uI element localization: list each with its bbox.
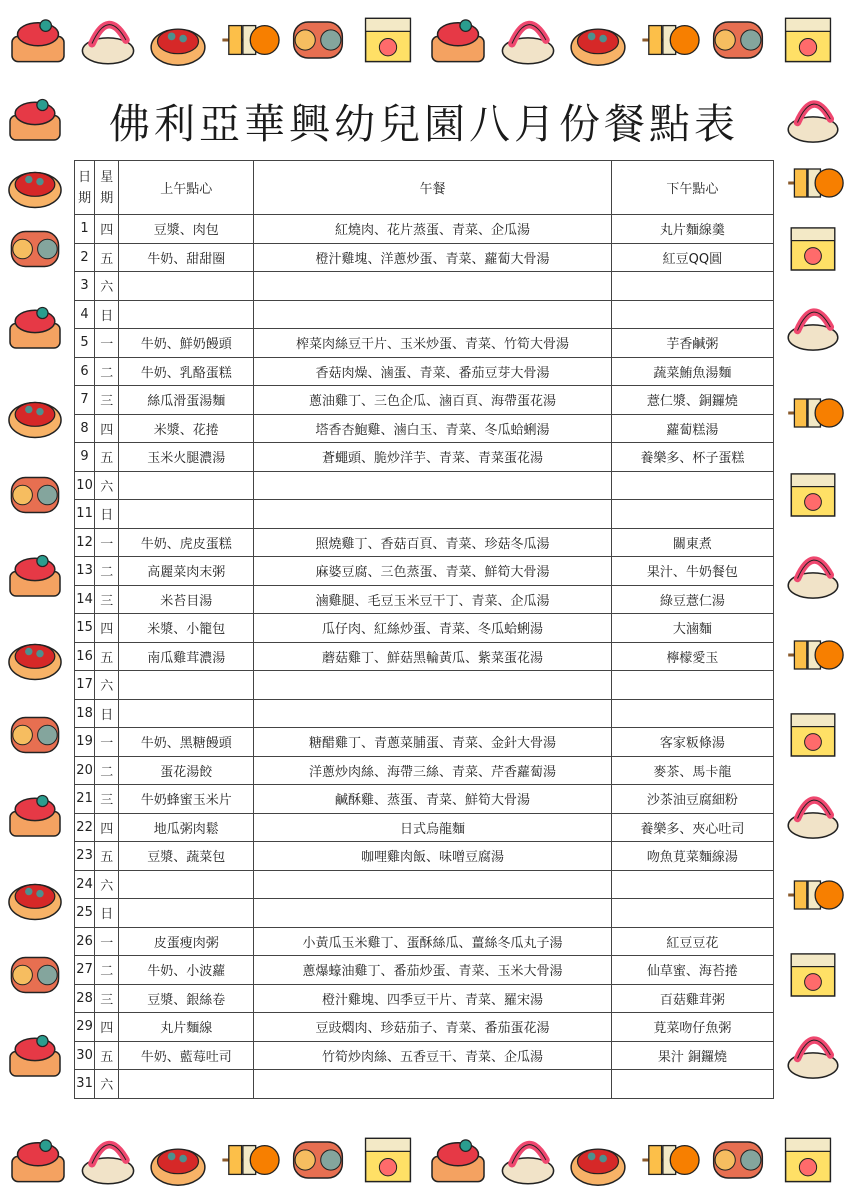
food-illustration-icon	[426, 4, 490, 76]
table-row	[75, 357, 774, 386]
table-row	[75, 243, 774, 272]
table-row	[75, 557, 774, 586]
food-illustration-icon	[782, 1020, 844, 1090]
morning-snack-cell	[119, 471, 254, 500]
food-illustration-icon	[782, 460, 844, 530]
food-illustration-icon	[4, 292, 66, 362]
food-illustration-icon	[776, 4, 840, 76]
table-row	[75, 414, 774, 443]
table-row	[75, 756, 774, 785]
header-lunch: 午餐	[254, 161, 612, 215]
weekday-cell: 日	[95, 899, 119, 928]
food-illustration-icon	[146, 4, 210, 76]
food-illustration-icon	[4, 460, 66, 530]
date-cell: 16	[75, 642, 95, 671]
table-header-row	[75, 161, 774, 215]
weekday-cell: 三	[95, 585, 119, 614]
header-date-line2: 期	[78, 190, 92, 206]
weekday-cell: 三	[95, 386, 119, 415]
header-weekday-line2: 期	[100, 190, 114, 206]
header-date-line1: 日	[78, 169, 92, 185]
afternoon-snack-cell: 沙茶油豆腐細粉	[611, 785, 773, 814]
table-row	[75, 642, 774, 671]
morning-snack-cell: 皮蛋瘦肉粥	[119, 927, 254, 956]
afternoon-snack-cell	[611, 671, 773, 700]
lunch-cell: 橙汁雞塊、四季豆干片、青菜、羅宋湯	[254, 984, 612, 1013]
table-row	[75, 1041, 774, 1070]
lunch-cell	[254, 300, 612, 329]
morning-snack-cell: 絲瓜滑蛋湯麵	[119, 386, 254, 415]
weekday-cell: 一	[95, 728, 119, 757]
morning-snack-cell	[119, 699, 254, 728]
date-cell: 1	[75, 215, 95, 244]
table-row	[75, 842, 774, 871]
table-row	[75, 728, 774, 757]
morning-snack-cell: 牛奶、乳酪蛋糕	[119, 357, 254, 386]
afternoon-snack-cell: 檸檬愛玉	[611, 642, 773, 671]
weekday-cell: 四	[95, 215, 119, 244]
date-cell: 2	[75, 243, 95, 272]
afternoon-snack-cell	[611, 1070, 773, 1099]
table-row	[75, 471, 774, 500]
afternoon-snack-cell: 莧菜吻仔魚粥	[611, 1013, 773, 1042]
lunch-cell: 蘑菇雞丁、鮮菇黑輪黃瓜、紫菜蛋花湯	[254, 642, 612, 671]
afternoon-snack-cell: 大滷麵	[611, 614, 773, 643]
morning-snack-cell	[119, 870, 254, 899]
afternoon-snack-cell: 客家粄條湯	[611, 728, 773, 757]
date-cell: 5	[75, 329, 95, 358]
date-cell: 19	[75, 728, 95, 757]
afternoon-snack-cell: 果汁 銅鑼燒	[611, 1041, 773, 1070]
lunch-cell	[254, 870, 612, 899]
date-cell: 23	[75, 842, 95, 871]
lunch-cell: 香菇肉燥、滷蛋、青菜、番茄豆芽大骨湯	[254, 357, 612, 386]
table-row	[75, 870, 774, 899]
morning-snack-cell: 牛奶、鮮奶饅頭	[119, 329, 254, 358]
food-illustration-icon	[782, 780, 844, 850]
date-cell: 10	[75, 471, 95, 500]
weekday-cell: 三	[95, 785, 119, 814]
food-illustration-icon	[566, 1124, 630, 1196]
weekday-cell: 六	[95, 471, 119, 500]
date-cell: 6	[75, 357, 95, 386]
weekday-cell: 六	[95, 870, 119, 899]
afternoon-snack-cell: 養樂多、杯子蛋糕	[611, 443, 773, 472]
header-weekday-line1: 星	[100, 169, 114, 185]
morning-snack-cell: 米苔目湯	[119, 585, 254, 614]
date-cell: 27	[75, 956, 95, 985]
table-row	[75, 899, 774, 928]
weekday-cell: 四	[95, 1013, 119, 1042]
table-row	[75, 671, 774, 700]
lunch-cell: 紅燒肉、花片蒸蛋、青菜、企瓜湯	[254, 215, 612, 244]
table-row	[75, 1070, 774, 1099]
lunch-cell	[254, 671, 612, 700]
table-row	[75, 215, 774, 244]
table-row	[75, 386, 774, 415]
weekday-cell: 五	[95, 642, 119, 671]
morning-snack-cell	[119, 300, 254, 329]
morning-snack-cell	[119, 899, 254, 928]
food-illustration-icon	[356, 4, 420, 76]
food-illustration-icon	[4, 378, 66, 448]
date-cell: 18	[75, 699, 95, 728]
lunch-cell: 滷雞腿、毛豆玉米豆干丁、青菜、企瓜湯	[254, 585, 612, 614]
food-illustration-icon	[706, 4, 770, 76]
afternoon-snack-cell: 果汁、牛奶餐包	[611, 557, 773, 586]
table-row	[75, 614, 774, 643]
morning-snack-cell	[119, 1070, 254, 1099]
weekday-cell: 四	[95, 813, 119, 842]
afternoon-snack-cell: 紅豆豆花	[611, 927, 773, 956]
lunch-cell	[254, 899, 612, 928]
weekday-cell: 五	[95, 243, 119, 272]
food-illustration-icon	[782, 620, 844, 690]
afternoon-snack-cell: 關東煮	[611, 528, 773, 557]
date-cell: 22	[75, 813, 95, 842]
header-afternoon-snack: 下午點心	[611, 161, 773, 215]
header-morning-snack: 上午點心	[119, 161, 254, 215]
weekday-cell: 一	[95, 927, 119, 956]
date-cell: 3	[75, 272, 95, 301]
morning-snack-cell: 豆漿、蔬菜包	[119, 842, 254, 871]
weekday-cell: 六	[95, 272, 119, 301]
lunch-cell	[254, 272, 612, 301]
weekday-cell: 日	[95, 699, 119, 728]
afternoon-snack-cell: 仙草蜜、海苔捲	[611, 956, 773, 985]
food-illustration-icon	[782, 292, 844, 362]
table-row	[75, 300, 774, 329]
food-illustration-icon	[76, 1124, 140, 1196]
food-illustration-icon	[286, 4, 350, 76]
afternoon-snack-cell: 綠豆薏仁湯	[611, 585, 773, 614]
weekday-cell: 六	[95, 671, 119, 700]
table-row	[75, 927, 774, 956]
lunch-cell: 竹筍炒肉絲、五香豆干、青菜、企瓜湯	[254, 1041, 612, 1070]
food-illustration-icon	[4, 860, 66, 930]
date-cell: 15	[75, 614, 95, 643]
food-illustration-icon	[6, 4, 70, 76]
afternoon-snack-cell	[611, 300, 773, 329]
page-title: 佛利亞華興幼兒園八月份餐點表	[109, 100, 739, 148]
afternoon-snack-cell: 芋香鹹粥	[611, 329, 773, 358]
table-row	[75, 984, 774, 1013]
weekday-cell: 二	[95, 956, 119, 985]
food-illustration-icon	[216, 4, 280, 76]
food-illustration-icon	[4, 620, 66, 690]
date-cell: 17	[75, 671, 95, 700]
food-illustration-icon	[566, 4, 630, 76]
food-illustration-icon	[636, 4, 700, 76]
morning-snack-cell: 豆漿、肉包	[119, 215, 254, 244]
date-cell: 13	[75, 557, 95, 586]
lunch-cell	[254, 500, 612, 529]
morning-snack-cell: 牛奶、黑糖饅頭	[119, 728, 254, 757]
food-illustration-icon	[4, 940, 66, 1010]
date-cell: 14	[75, 585, 95, 614]
table-row	[75, 443, 774, 472]
lunch-cell: 洋蔥炒肉絲、海帶三絲、青菜、芹香蘿蔔湯	[254, 756, 612, 785]
afternoon-snack-cell	[611, 500, 773, 529]
food-illustration-icon	[146, 1124, 210, 1196]
food-illustration-icon	[636, 1124, 700, 1196]
afternoon-snack-cell: 蘿蔔糕湯	[611, 414, 773, 443]
lunch-cell	[254, 1070, 612, 1099]
afternoon-snack-cell: 百菇雞茸粥	[611, 984, 773, 1013]
header-date	[75, 161, 95, 215]
food-illustration-icon	[4, 780, 66, 850]
morning-snack-cell: 玉米火腿濃湯	[119, 443, 254, 472]
date-cell: 12	[75, 528, 95, 557]
afternoon-snack-cell	[611, 471, 773, 500]
meal-schedule-table	[74, 160, 774, 1099]
table-row	[75, 785, 774, 814]
afternoon-snack-cell: 紅豆QQ圓	[611, 243, 773, 272]
morning-snack-cell	[119, 671, 254, 700]
lunch-cell: 塔香杏鮑雞、滷白玉、青菜、冬瓜蛤蜊湯	[254, 414, 612, 443]
food-illustration-icon	[782, 540, 844, 610]
lunch-cell: 榨菜肉絲豆干片、玉米炒蛋、青菜、竹筍大骨湯	[254, 329, 612, 358]
lunch-cell: 蔥油雞丁、三色企瓜、滷百頁、海帶蛋花湯	[254, 386, 612, 415]
afternoon-snack-cell	[611, 870, 773, 899]
table-row	[75, 1013, 774, 1042]
lunch-cell: 小黃瓜玉米雞丁、蛋酥絲瓜、薑絲冬瓜丸子湯	[254, 927, 612, 956]
table-row	[75, 329, 774, 358]
table-row	[75, 500, 774, 529]
morning-snack-cell: 牛奶、甜甜圈	[119, 243, 254, 272]
lunch-cell: 瓜仔肉、紅絲炒蛋、青菜、冬瓜蛤蜊湯	[254, 614, 612, 643]
food-illustration-icon	[782, 148, 844, 218]
food-illustration-icon	[782, 214, 844, 284]
weekday-cell: 四	[95, 414, 119, 443]
afternoon-snack-cell	[611, 272, 773, 301]
date-cell: 9	[75, 443, 95, 472]
table-row	[75, 956, 774, 985]
table-row	[75, 528, 774, 557]
morning-snack-cell: 蛋花湯餃	[119, 756, 254, 785]
weekday-cell: 五	[95, 443, 119, 472]
lunch-cell: 鹹酥雞、蒸蛋、青菜、鮮筍大骨湯	[254, 785, 612, 814]
afternoon-snack-cell	[611, 699, 773, 728]
weekday-cell: 日	[95, 300, 119, 329]
morning-snack-cell: 牛奶蜂蜜玉米片	[119, 785, 254, 814]
date-cell: 29	[75, 1013, 95, 1042]
morning-snack-cell: 南瓜雞茸濃湯	[119, 642, 254, 671]
lunch-cell: 咖哩雞肉飯、味噌豆腐湯	[254, 842, 612, 871]
food-illustration-icon	[776, 1124, 840, 1196]
food-illustration-icon	[4, 540, 66, 610]
morning-snack-cell: 豆漿、銀絲卷	[119, 984, 254, 1013]
lunch-cell: 橙汁雞塊、洋蔥炒蛋、青菜、蘿蔔大骨湯	[254, 243, 612, 272]
morning-snack-cell: 丸片麵線	[119, 1013, 254, 1042]
table-row	[75, 272, 774, 301]
food-illustration-icon	[782, 860, 844, 930]
food-illustration-icon	[706, 1124, 770, 1196]
lunch-cell	[254, 699, 612, 728]
food-illustration-icon	[782, 84, 844, 154]
date-cell: 25	[75, 899, 95, 928]
food-illustration-icon	[426, 1124, 490, 1196]
food-illustration-icon	[76, 4, 140, 76]
weekday-cell: 三	[95, 984, 119, 1013]
afternoon-snack-cell: 吻魚莧菜麵線湯	[611, 842, 773, 871]
header-weekday	[95, 161, 119, 215]
morning-snack-cell: 牛奶、藍莓吐司	[119, 1041, 254, 1070]
date-cell: 20	[75, 756, 95, 785]
weekday-cell: 二	[95, 756, 119, 785]
weekday-cell: 四	[95, 614, 119, 643]
food-illustration-icon	[782, 378, 844, 448]
table-row	[75, 585, 774, 614]
food-illustration-icon	[6, 1124, 70, 1196]
afternoon-snack-cell	[611, 899, 773, 928]
weekday-cell: 一	[95, 528, 119, 557]
weekday-cell: 二	[95, 357, 119, 386]
morning-snack-cell: 牛奶、虎皮蛋糕	[119, 528, 254, 557]
morning-snack-cell: 米漿、花捲	[119, 414, 254, 443]
weekday-cell: 二	[95, 557, 119, 586]
weekday-cell: 五	[95, 1041, 119, 1070]
date-cell: 11	[75, 500, 95, 529]
food-illustration-icon	[496, 4, 560, 76]
afternoon-snack-cell: 薏仁漿、銅鑼燒	[611, 386, 773, 415]
food-illustration-icon	[216, 1124, 280, 1196]
table-row	[75, 699, 774, 728]
date-cell: 21	[75, 785, 95, 814]
date-cell: 26	[75, 927, 95, 956]
afternoon-snack-cell: 養樂多、夾心吐司	[611, 813, 773, 842]
food-illustration-icon	[782, 700, 844, 770]
food-illustration-icon	[4, 1020, 66, 1090]
morning-snack-cell: 牛奶、小波蘿	[119, 956, 254, 985]
table-row	[75, 813, 774, 842]
weekday-cell: 一	[95, 329, 119, 358]
morning-snack-cell	[119, 272, 254, 301]
date-cell: 7	[75, 386, 95, 415]
afternoon-snack-cell: 丸片麵線羹	[611, 215, 773, 244]
weekday-cell: 五	[95, 842, 119, 871]
morning-snack-cell: 高麗菜肉末粥	[119, 557, 254, 586]
lunch-cell: 蒼蠅頭、脆炒洋芋、青菜、青菜蛋花湯	[254, 443, 612, 472]
food-illustration-icon	[496, 1124, 560, 1196]
date-cell: 31	[75, 1070, 95, 1099]
afternoon-snack-cell: 麥茶、馬卡龍	[611, 756, 773, 785]
lunch-cell: 糖醋雞丁、青蔥菜脯蛋、青菜、金針大骨湯	[254, 728, 612, 757]
food-illustration-icon	[4, 700, 66, 770]
food-illustration-icon	[4, 148, 66, 218]
lunch-cell: 蔥爆蠔油雞丁、番茄炒蛋、青菜、玉米大骨湯	[254, 956, 612, 985]
afternoon-snack-cell: 蔬菜鮪魚湯麵	[611, 357, 773, 386]
food-illustration-icon	[4, 84, 66, 154]
food-illustration-icon	[356, 1124, 420, 1196]
weekday-cell: 日	[95, 500, 119, 529]
morning-snack-cell: 米漿、小籠包	[119, 614, 254, 643]
food-illustration-icon	[286, 1124, 350, 1196]
food-illustration-icon	[4, 214, 66, 284]
morning-snack-cell: 地瓜粥肉鬆	[119, 813, 254, 842]
date-cell: 30	[75, 1041, 95, 1070]
lunch-cell: 照燒雞丁、香菇百頁、青菜、珍菇冬瓜湯	[254, 528, 612, 557]
date-cell: 8	[75, 414, 95, 443]
date-cell: 4	[75, 300, 95, 329]
weekday-cell: 六	[95, 1070, 119, 1099]
lunch-cell: 日式烏龍麵	[254, 813, 612, 842]
food-illustration-icon	[782, 940, 844, 1010]
date-cell: 28	[75, 984, 95, 1013]
date-cell: 24	[75, 870, 95, 899]
lunch-cell	[254, 471, 612, 500]
lunch-cell: 豆豉燜肉、珍菇茄子、青菜、番茄蛋花湯	[254, 1013, 612, 1042]
morning-snack-cell	[119, 500, 254, 529]
lunch-cell: 麻婆豆腐、三色蒸蛋、青菜、鮮筍大骨湯	[254, 557, 612, 586]
